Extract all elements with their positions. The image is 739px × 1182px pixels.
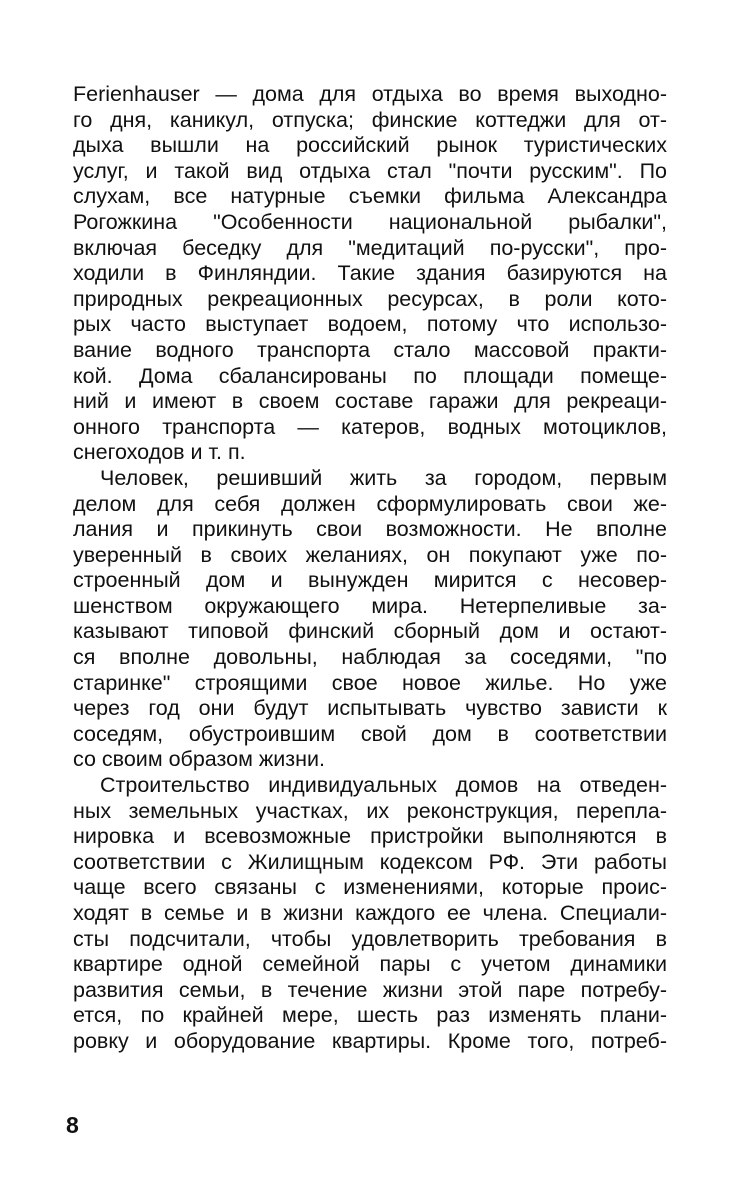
text-line: лания и прикинуть свои возможности. Не вполне: [73, 517, 667, 542]
text-line: уверенный в своих желаниях, он покупают уже по-: [73, 542, 667, 567]
text-line: квартире одной семейной пары с учетом динамики: [73, 952, 667, 977]
text-line: строенный дом и вынужден мирится с несовер-: [73, 568, 667, 593]
text-line: включая беседку для "медитаций по-русски", про-: [73, 235, 667, 260]
text-line: кой. Дома сбалансированы по площади помеще-: [73, 363, 667, 388]
text-line: услуг, и такой вид отдыха стал "почти русским". По: [73, 158, 667, 183]
text-line: развития семьи, в течение жизни этой паре потребу-: [73, 977, 667, 1002]
text-line: соответствии с Жилищным кодексом РФ. Эти работы: [73, 849, 667, 874]
text-line: слухам, все натурные съемки фильма Александра: [73, 184, 667, 209]
text-line: Строительство индивидуальных домов на отведен-: [100, 773, 667, 798]
text-line: онного транспорта — катеров, водных мотоциклов,: [73, 414, 667, 439]
text-line: ходили в Финляндии. Такие здания базируются на: [73, 261, 667, 286]
paragraph-1: [73, 82, 667, 466]
text-line: рых часто выступает водоем, потому что использо-: [73, 312, 667, 337]
text-line: природных рекреационных ресурсах, в роли кото-: [73, 286, 667, 311]
text-line: ных земельных участках, их реконструкция, перепла-: [73, 798, 667, 823]
body-text: [73, 82, 667, 1055]
text-line: го дня, каникул, отпуска; финские коттеджи для от-: [73, 107, 667, 132]
text-line: старинке" строящими свое новое жилье. Но уже: [73, 670, 667, 695]
text-line: нировка и всевозможные пристройки выполняются в: [73, 824, 667, 849]
text-line: снегоходов и т. п.: [73, 440, 246, 465]
text-line: ходят в семье и в жизни каждого ее члена. Специали-: [73, 901, 667, 925]
text-line: Человек, решивший жить за городом, первым: [100, 465, 667, 490]
page-number: 8: [66, 1112, 79, 1138]
text-line: ний и имеют в своем составе гаражи для рекреаци-: [73, 389, 667, 414]
paragraph-3: [73, 773, 667, 1055]
text-line: казывают типовой финский сборный дом и остают-: [73, 619, 667, 644]
text-line: дыха вышли на российский рынок туристических: [73, 133, 667, 158]
paragraph-2: [73, 466, 667, 773]
text-line: сты подсчитали, чтобы удовлетворить требования в: [73, 926, 667, 951]
text-line: ся вполне довольны, наблюдая за соседями, "по: [73, 645, 667, 670]
text-line: чаще всего связаны с изменениями, которые проис-: [73, 875, 667, 900]
text-line: соседям, обустроившим свой дом в соответствии: [73, 721, 667, 746]
text-line: ровку и оборудование квартиры. Кроме того, потреб-: [73, 1028, 667, 1053]
text-line: вание водного транспорта стало массовой практи-: [73, 337, 667, 362]
text-line: ется, по крайней мере, шесть раз изменять плани-: [73, 1003, 667, 1028]
text-line: через год они будут испытывать чувство зависти к: [73, 696, 667, 721]
text-line: делом для себя должен сформулировать свои же-: [73, 491, 667, 516]
text-line: шенством окружающего мира. Нетерпеливые за-: [73, 593, 667, 618]
text-line: со своим образом жизни.: [73, 747, 325, 772]
text-line: Рогожкина "Особенности национальной рыбалки",: [73, 209, 667, 234]
text-line: Ferienhauser — дома для отдыха во время выходно-: [73, 82, 667, 106]
